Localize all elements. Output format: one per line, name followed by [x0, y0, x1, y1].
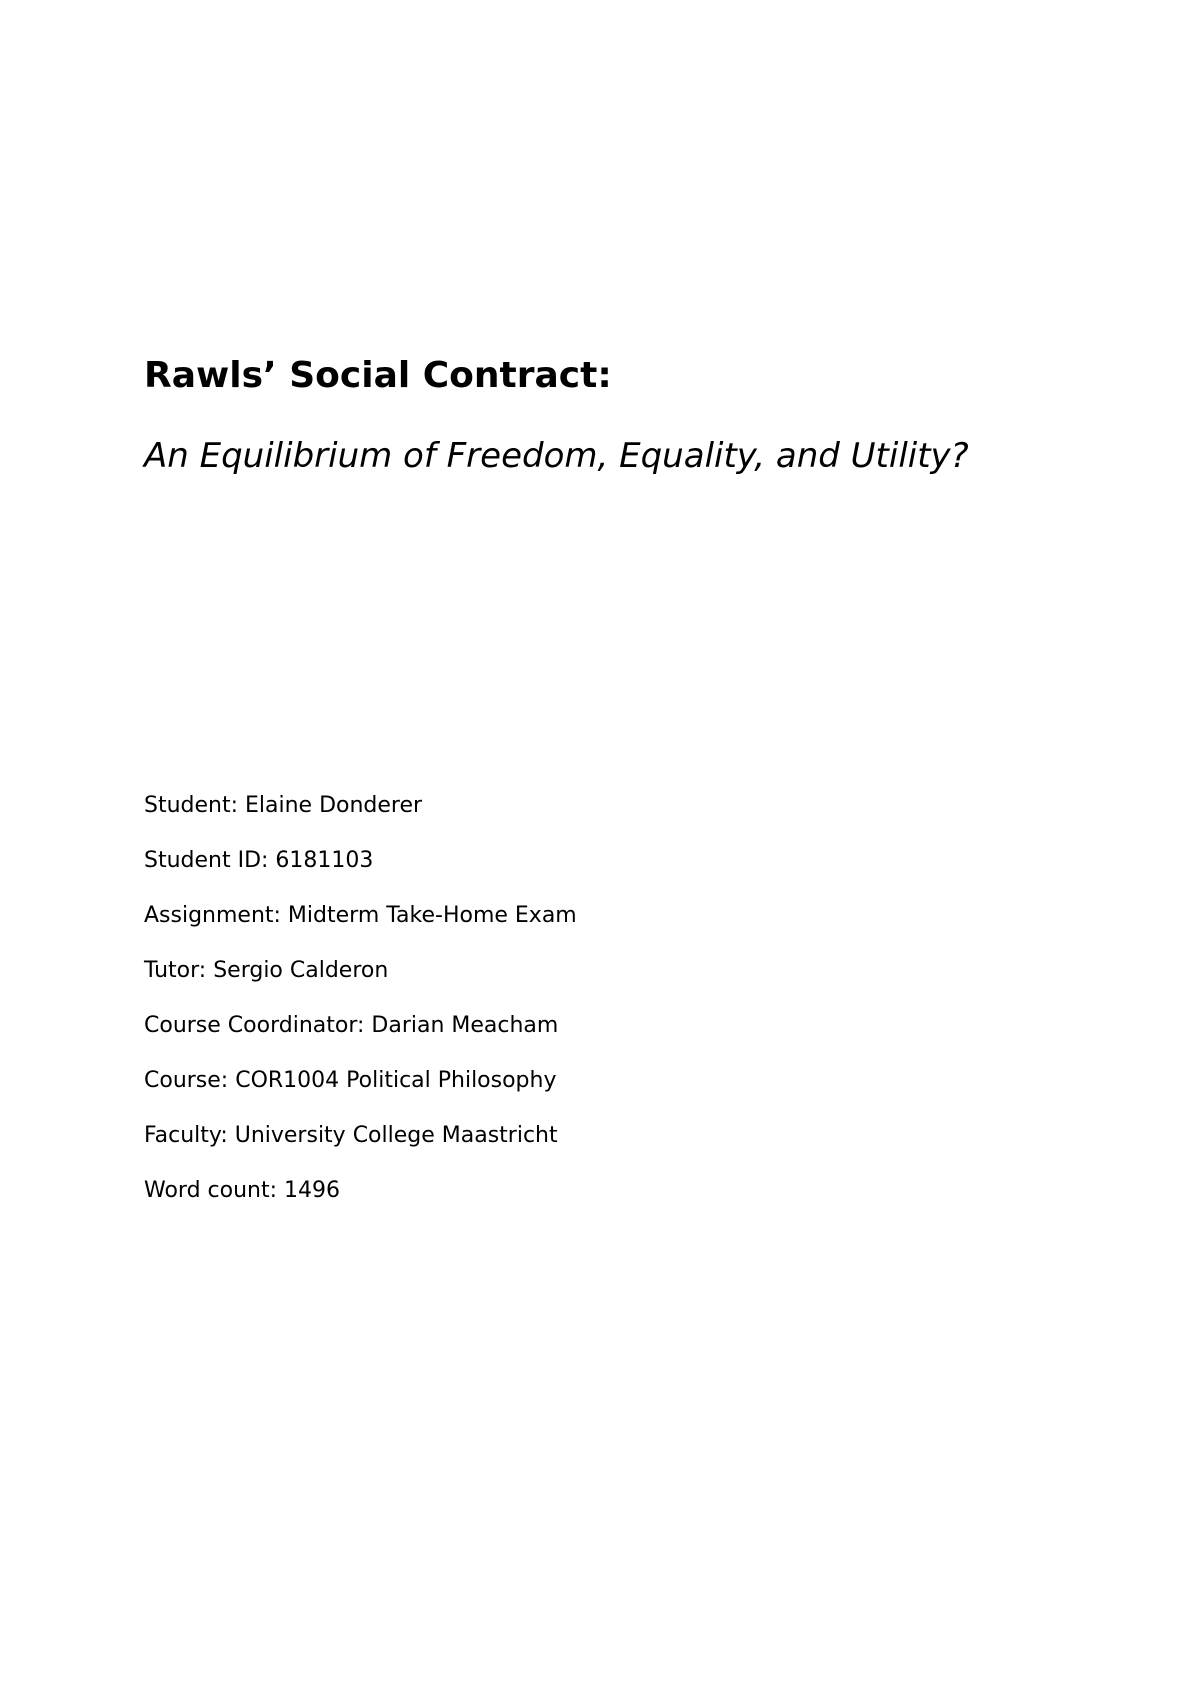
- detail-course-coordinator: Course Coordinator: Darian Meacham: [144, 1013, 559, 1038]
- detail-student-id: Student ID: 6181103: [144, 848, 374, 873]
- document-subtitle: An Equilibrium of Freedom, Equality, and Utility?: [144, 436, 969, 476]
- detail-student: Student: Elaine Donderer: [144, 793, 423, 818]
- detail-tutor: Tutor: Sergio Calderon: [144, 958, 389, 983]
- document-title: Rawls’ Social Contract:: [144, 355, 612, 396]
- cover-details-list: [144, 792, 577, 1232]
- detail-assignment: Assignment: Midterm Take-Home Exam: [144, 903, 577, 928]
- detail-course: Course: COR1004 Political Philosophy: [144, 1068, 557, 1093]
- detail-faculty: Faculty: University College Maastricht: [144, 1123, 558, 1148]
- detail-word-count: Word count: 1496: [144, 1178, 341, 1203]
